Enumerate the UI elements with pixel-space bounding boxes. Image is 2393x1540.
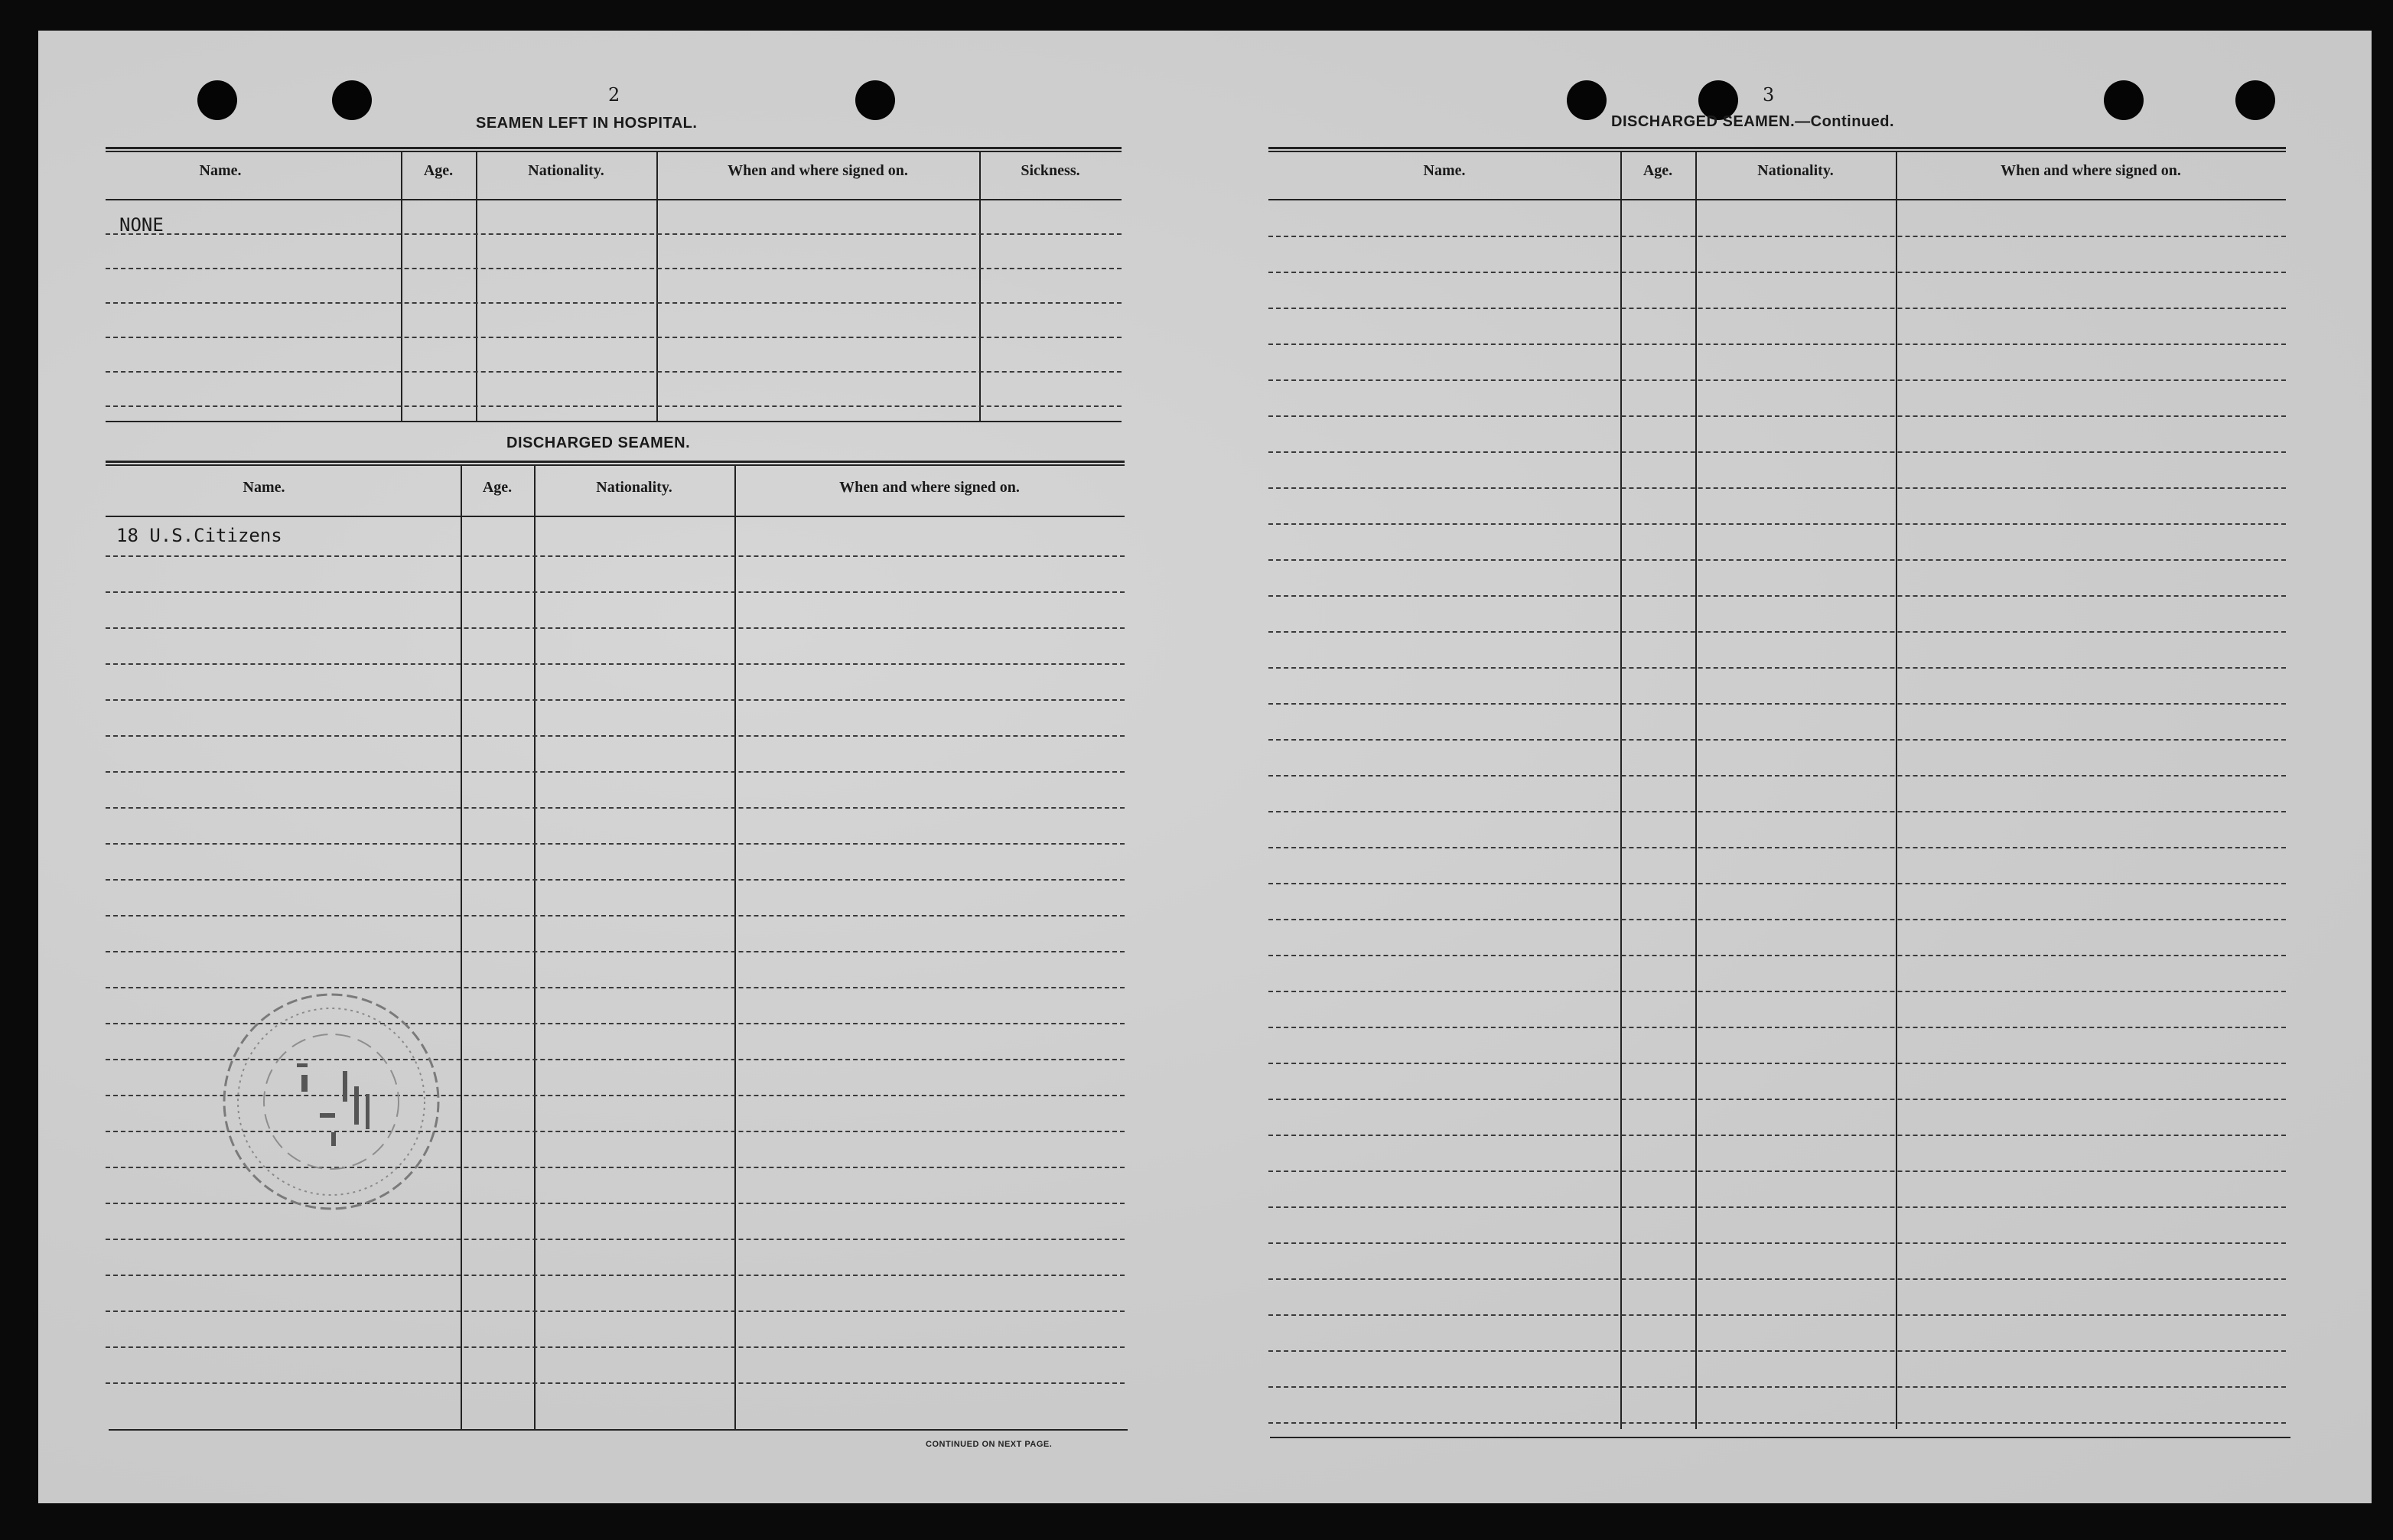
- punch-hole: [197, 80, 237, 120]
- ruled-row-line: [1268, 847, 2286, 848]
- discharged-entry-name: 18 U.S.Citizens: [116, 525, 282, 546]
- discharged-header-nationality: Nationality.: [596, 479, 672, 496]
- ruled-row-line: [106, 1275, 1125, 1276]
- ruled-row-line: [106, 735, 1125, 737]
- ruled-row-line: [1268, 883, 2286, 884]
- punch-hole: [332, 80, 372, 120]
- ruled-row-line: [1268, 379, 2286, 381]
- ruled-row-line: [1268, 1386, 2286, 1388]
- punch-hole: [1567, 80, 1607, 120]
- ruled-row-line: [1268, 703, 2286, 705]
- punch-hole: [2235, 80, 2275, 120]
- hospital-header-name: Name.: [199, 162, 242, 179]
- right-header-name: Name.: [1423, 162, 1466, 179]
- ruled-row-line: [1268, 1099, 2286, 1100]
- ruled-row-line: [1268, 739, 2286, 741]
- ruled-row-line: [106, 807, 1125, 809]
- ruled-row-line: [1268, 1314, 2286, 1316]
- ruled-row-line: [1268, 991, 2286, 992]
- ruled-row-line: [1268, 1278, 2286, 1280]
- discharged-header-name: Name.: [243, 479, 285, 496]
- ruled-row-line: [1268, 811, 2286, 812]
- ruled-row-line: [1268, 1135, 2286, 1136]
- right-header-signed-on: When and where signed on.: [2001, 162, 2181, 179]
- hospital-header-nationality: Nationality.: [528, 162, 604, 179]
- left-page-number: 2: [608, 84, 620, 106]
- right-header-nationality: Nationality.: [1757, 162, 1834, 179]
- hospital-header-sickness: Sickness.: [1021, 162, 1080, 179]
- right-section-title: DISCHARGED SEAMEN.—Continued.: [1611, 113, 1895, 130]
- ruled-row-line: [1268, 1027, 2286, 1028]
- ruled-row-line: [1268, 1242, 2286, 1244]
- discharged-header-age: Age.: [482, 479, 513, 496]
- ruled-row-line: [1268, 1422, 2286, 1424]
- right-page-number: 3: [1763, 84, 1775, 106]
- hospital-header-signed-on: When and where signed on.: [728, 162, 908, 179]
- ruled-row-line: [106, 843, 1125, 845]
- continued-note: CONTINUED ON NEXT PAGE.: [926, 1440, 1053, 1449]
- circular-stamp: [205, 979, 465, 1224]
- ruled-row-line: [106, 1382, 1125, 1384]
- punch-hole: [855, 80, 895, 120]
- ruled-row-line: [1268, 308, 2286, 309]
- ruled-row-line: [1268, 667, 2286, 669]
- ruled-row-line: [1268, 487, 2286, 489]
- ruled-row-line: [1268, 559, 2286, 561]
- discharged-section-title: DISCHARGED SEAMEN.: [506, 435, 691, 451]
- ruled-row-line: [1268, 955, 2286, 956]
- hospital-section-title: SEAMEN LEFT IN HOSPITAL.: [476, 115, 698, 132]
- hospital-header-age: Age.: [423, 162, 454, 179]
- ruled-row-line: [106, 771, 1125, 773]
- ruled-row-line: [1268, 919, 2286, 920]
- ruled-row-line: [106, 879, 1125, 881]
- ruled-row-line: [1268, 415, 2286, 417]
- ruled-row-line: [106, 699, 1125, 701]
- ruled-row-line: [1268, 1170, 2286, 1172]
- document-sheet: [38, 31, 2372, 1503]
- ruled-row-line: [1268, 523, 2286, 525]
- ruled-row-line: [1268, 1206, 2286, 1208]
- ruled-row-line: [106, 591, 1125, 593]
- ruled-row-line: [106, 915, 1125, 917]
- ruled-row-line: [106, 555, 1125, 557]
- ruled-row-line: [1268, 272, 2286, 273]
- hospital-entry-name: NONE: [119, 214, 164, 236]
- punch-hole: [2104, 80, 2144, 120]
- ruled-row-line: [1268, 1063, 2286, 1064]
- ruled-row-line: [106, 1239, 1125, 1240]
- ruled-row-line: [1268, 775, 2286, 777]
- ruled-row-line: [106, 663, 1125, 665]
- ruled-row-line: [1268, 595, 2286, 597]
- ruled-row-line: [106, 951, 1125, 952]
- ruled-row-line: [1268, 236, 2286, 237]
- ruled-row-line: [106, 1346, 1125, 1348]
- ruled-row-line: [1268, 343, 2286, 345]
- discharged-header-signed-on: When and where signed on.: [839, 479, 1020, 496]
- ruled-row-line: [106, 1310, 1125, 1312]
- ruled-row-line: [1268, 1350, 2286, 1352]
- ruled-row-line: [106, 627, 1125, 629]
- ruled-row-line: [1268, 631, 2286, 633]
- ruled-row-line: [1268, 451, 2286, 453]
- right-header-age: Age.: [1643, 162, 1673, 179]
